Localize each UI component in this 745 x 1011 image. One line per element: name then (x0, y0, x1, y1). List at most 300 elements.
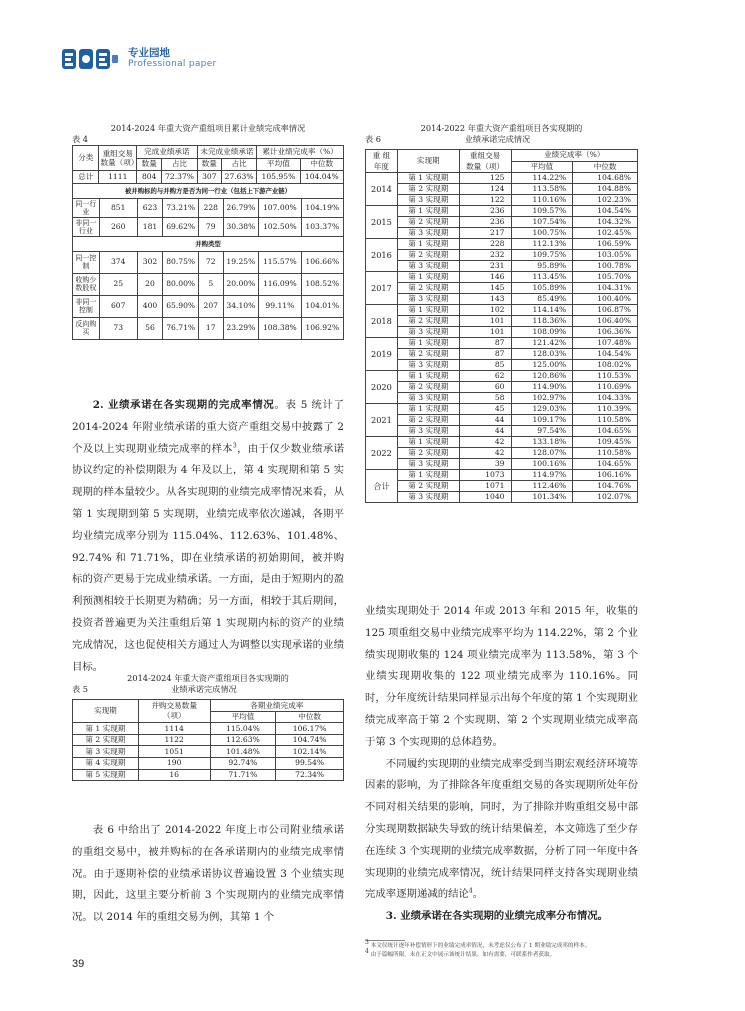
table6-title-2: 业绩承诺完成情况 (464, 134, 531, 144)
table-row (366, 261, 638, 272)
cell: 69.62% (163, 217, 199, 236)
cell: 101.48% (210, 746, 276, 758)
cell: 103.05% (573, 250, 638, 261)
cell: 23.29% (223, 317, 259, 339)
table-row (366, 437, 638, 448)
table5-title-2: 业绩承诺完成情况 (171, 684, 237, 694)
cell: 104.54% (573, 206, 638, 217)
cell: 27.63% (221, 171, 256, 184)
cell: 104.32% (573, 217, 638, 228)
th-year: 重 组 (372, 151, 391, 160)
footnote-ref: 3 (232, 442, 237, 450)
cell: 73.21% (163, 198, 199, 217)
cell: 72.34% (276, 769, 344, 781)
cell: 58 (459, 393, 511, 404)
th-period: 实现期 (397, 150, 459, 173)
cell: 114.14% (511, 305, 573, 316)
th-count: 并购交易数量 (151, 701, 197, 711)
table6-body (366, 173, 638, 503)
footnote-text: 本文仅统计逐年补偿情形下的业绩完成率情况，未考虑仅公布了 1 期业绩完成率的样本。 (370, 943, 591, 949)
cell: 102.23% (573, 195, 638, 206)
table5-title: 2014-2024 年重大资产重组项目各实现期的 (127, 673, 289, 683)
cell: 72 (199, 251, 224, 273)
cell: 34.10% (223, 295, 259, 317)
cell: 39 (459, 459, 511, 470)
table-row (73, 273, 344, 295)
cell: 第 2 实现期 (397, 283, 459, 294)
cell: 85 (459, 360, 511, 371)
cell: 129.03% (511, 404, 573, 415)
cell: 92.74% (210, 757, 276, 769)
cell: 102 (459, 305, 511, 316)
cell: 17 (199, 317, 224, 339)
table-row (366, 305, 638, 316)
cell: 128.07% (511, 448, 573, 459)
cell: 19.25% (223, 251, 259, 273)
cell: 62 (459, 371, 511, 382)
cell: 133.18% (511, 437, 573, 448)
cell: 72.37% (162, 171, 197, 184)
table-row (366, 492, 638, 503)
paragraph-text: 。表 5 统计了 2014-2024 年附业绩承诺的重大资产重组交易中披露了 2 个及以上实现期业绩完成率的样本 (72, 399, 344, 455)
footnote (365, 948, 655, 960)
cell: 104.31% (573, 283, 638, 294)
cell: 79 (199, 217, 224, 236)
cell: 100.78% (573, 261, 638, 272)
cell: 121.42% (511, 338, 573, 349)
cell: 106.40% (573, 316, 638, 327)
th-median: 中位数 (300, 158, 343, 171)
cell: 99.54% (276, 757, 344, 769)
table-row (366, 173, 638, 184)
cell: 101 (459, 327, 511, 338)
th-year-2: 年度 (373, 162, 390, 171)
cell: 95.89% (511, 261, 573, 272)
cell: 110.58% (573, 415, 638, 426)
cell: 302 (137, 251, 163, 273)
cell: 623 (137, 198, 163, 217)
cell: 第 2 实现期 (73, 734, 139, 746)
th-rate: 各期业绩完成率 (210, 700, 343, 712)
th-avg: 平均值 (511, 161, 573, 173)
year-cell: 2018 (366, 305, 398, 338)
table-row (366, 426, 638, 437)
th-num: 数量 (137, 158, 162, 171)
cell: 第 1 实现期 (397, 173, 459, 184)
cell: 114.22% (511, 173, 573, 184)
cell: 105.89% (511, 283, 573, 294)
cell: 102.14% (276, 746, 344, 758)
table-row (366, 448, 638, 459)
th-median: 中位数 (573, 161, 638, 173)
cell: 145 (459, 283, 511, 294)
cell: 87 (459, 349, 511, 360)
table-row (366, 316, 638, 327)
cell: 73 (99, 317, 137, 339)
cell: 104.76% (573, 481, 638, 492)
paragraph: 表 6 中给出了 2014-2022 年度上市公司附业绩承诺的重组交易中，被并购标的在各承诺期内的业绩完成率情况。由于逐期补偿的业绩承诺协议普遍设置 3 个业绩实现期，因此，这里主要分析前 3 个实现期内的业绩完成率情况。以 2014 年的重组交易为例，其第 1 个 (72, 824, 344, 924)
cell: 104.88% (573, 184, 638, 195)
cell: 102.97% (511, 393, 573, 404)
table-row (366, 371, 638, 382)
cell: 20.00% (223, 273, 259, 295)
cell: 第 1 实现期 (397, 305, 459, 316)
cell: 第 1 实现期 (73, 723, 139, 735)
cell: 106.16% (573, 470, 638, 481)
page-header (60, 44, 217, 74)
cell: 114.97% (511, 470, 573, 481)
cell: 第 2 实现期 (397, 382, 459, 393)
table-row (366, 195, 638, 206)
table-row (366, 459, 638, 470)
table-row (73, 251, 344, 273)
cell: 105.70% (573, 272, 638, 283)
cell: 118.36% (511, 316, 573, 327)
table4-section-type: 并购类型 (72, 237, 344, 251)
cell: 106.92% (301, 317, 343, 339)
cell: 114.90% (511, 382, 573, 393)
table-row (366, 294, 638, 305)
paragraph-heading: 3. 业绩承诺在各实现期的业绩完成率分布情况。 (385, 910, 609, 923)
table-row (366, 349, 638, 360)
cell: 107.00% (259, 198, 301, 217)
cell: 400 (137, 295, 163, 317)
cell: 113.45% (511, 272, 573, 283)
paragraph-text: 不同履约实现期的业绩完成率受到当期宏观经济环境等因素的影响，为了排除各年度重组交易的各实现期所处年份不同对相关结果的影响，同时，为了排除并购重组交易中部分实现期数据缺失导致的统计结果偏差，本文筛选了至少存在连续 3 个实现期的业绩完成率数据，分析了同一年度中各实现期的业绩完成率情况，统计结果同样支持各实现期业绩完成率逐期递减的结论 (365, 757, 638, 901)
cell: 101.34% (511, 492, 573, 503)
left-column (72, 123, 344, 340)
cell: 101 (459, 316, 511, 327)
cell: 106.17% (276, 723, 344, 735)
cell: 26.79% (223, 198, 259, 217)
table-row (73, 769, 344, 781)
cell: 5 (199, 273, 224, 295)
cell: 120.86% (511, 371, 573, 382)
th-period: 实现期 (73, 700, 139, 723)
footnote-ref: 4 (468, 887, 473, 895)
cell: 104.65% (573, 459, 638, 470)
cell: 102.45% (573, 228, 638, 239)
table-row (73, 317, 344, 339)
cell: 第 1 实现期 (397, 239, 459, 250)
cell: 反向购买 (73, 317, 100, 339)
cell: 45 (459, 404, 511, 415)
year-cell: 2020 (366, 371, 398, 404)
cell: 1051 (138, 746, 210, 758)
cell: 109.17% (511, 415, 573, 426)
table-row (73, 734, 344, 746)
cell: 100.16% (511, 459, 573, 470)
table5 (72, 699, 344, 781)
cell: 80.00% (163, 273, 199, 295)
cell: 104.19% (301, 198, 343, 217)
table6-number: 表 6 (365, 134, 381, 144)
cell: 104.65% (573, 426, 638, 437)
year-cell: 2021 (366, 404, 398, 437)
table-row (366, 360, 638, 371)
table-row (73, 198, 344, 217)
th-category: 分类 (73, 146, 99, 171)
table4-industry (72, 198, 344, 237)
cell: 25 (99, 273, 137, 295)
cell: 第 2 实现期 (397, 184, 459, 195)
cell: 236 (459, 217, 511, 228)
cell: 第 3 实现期 (397, 360, 459, 371)
cell: 第 2 实现期 (397, 481, 459, 492)
cell: 143 (459, 294, 511, 305)
cell: 804 (137, 171, 162, 184)
th-completed: 完成业绩承诺 (137, 146, 198, 159)
th-count: 重组交易 (469, 151, 501, 160)
table-row (366, 382, 638, 393)
year-cell: 2017 (366, 272, 398, 305)
th-median: 中位数 (276, 711, 344, 723)
cell: 1040 (459, 492, 511, 503)
year-cell: 合计 (366, 470, 398, 503)
cell: 105.95% (257, 171, 300, 184)
cell: 115.04% (210, 723, 276, 735)
left-body-2 (72, 820, 344, 929)
cell: 第 2 实现期 (397, 349, 459, 360)
cell: 第 3 实现期 (397, 261, 459, 272)
th-share: 占比 (162, 158, 197, 171)
th-rate: 业绩完成率（%） (511, 150, 637, 162)
cell: 87 (459, 338, 511, 349)
footnote-mark: 4 (365, 948, 369, 956)
table-row (73, 746, 344, 758)
cell: 104.01% (301, 295, 343, 317)
cell: 收购少数股权 (73, 273, 100, 295)
table5-number: 表 5 (72, 684, 88, 694)
page-number: 39 (72, 958, 85, 970)
cell: 同一行业 (73, 198, 100, 217)
paragraph: 业绩实现期处于 2014 年或 2013 年和 2015 年，收集的 125 项重组交易中业绩完成率平均为 114.22%，第 2 个业绩实现期收集的 124 项业绩完成率为 113.58%，第 3 个业绩实现期收集的 122 项业绩完成率为 110.16%。同时，分年度统计结果同样显示出每个年度的第 1 个实现期业绩完成率高于第 2 个实现期、第 2 个实现期业绩完成率高于第 3 个实现期的总体趋势。 (365, 605, 638, 748)
cell: 228 (199, 198, 224, 217)
cell: 42 (459, 448, 511, 459)
header-title-cn: 专业园地 (128, 47, 170, 60)
cell: 106.66% (301, 251, 343, 273)
cell: 第 3 实现期 (397, 393, 459, 404)
th-count-2: 数量（项） (466, 162, 505, 171)
year-cell: 2014 (366, 173, 398, 206)
cell: 第 1 实现期 (397, 437, 459, 448)
table4-section-industry: 被并购标的与并购方是否为同一行业（包括上下游产业链） (72, 184, 344, 198)
table-row (366, 228, 638, 239)
cell: 228 (459, 239, 511, 250)
th-avg: 平均值 (257, 158, 300, 171)
table-row (366, 470, 638, 481)
cell: 181 (137, 217, 163, 236)
cell: 非同一控制 (73, 295, 100, 317)
table4 (72, 145, 344, 184)
table-row (366, 239, 638, 250)
right-body (365, 601, 638, 928)
cell: 第 2 实现期 (397, 316, 459, 327)
th-count: 重组交易数量（项） (99, 146, 137, 171)
cell: 第 2 实现期 (397, 415, 459, 426)
cell: 第 4 实现期 (73, 757, 139, 769)
table-row (366, 184, 638, 195)
cell: 76.71% (163, 317, 199, 339)
table5-block (72, 673, 344, 781)
cell: 125.00% (511, 360, 573, 371)
cell: 102.07% (573, 492, 638, 503)
cell: 103.37% (301, 217, 343, 236)
th-num: 数量 (197, 158, 221, 171)
paragraph (72, 395, 344, 678)
cell: 236 (459, 206, 511, 217)
cell: 106.87% (573, 305, 638, 316)
cell: 1111 (99, 171, 137, 184)
cell: 108.02% (573, 360, 638, 371)
cell: 116.09% (259, 273, 301, 295)
cell: 104.68% (573, 173, 638, 184)
cell: 85.49% (511, 294, 573, 305)
cell: 1122 (138, 734, 210, 746)
cell: 第 5 实现期 (73, 769, 139, 781)
cell: 第 3 实现期 (397, 195, 459, 206)
th-count-unit: （项） (162, 711, 186, 721)
footnote-mark: 3 (365, 939, 369, 947)
year-cell: 2016 (366, 239, 398, 272)
cell: 110.53% (573, 371, 638, 382)
cell: 16 (138, 769, 210, 781)
table-row (366, 415, 638, 426)
cell: 第 3 实现期 (397, 294, 459, 305)
cell: 第 2 实现期 (397, 217, 459, 228)
table-row (366, 206, 638, 217)
cell: 102.50% (259, 217, 301, 236)
cell: 第 1 实现期 (397, 404, 459, 415)
cell: 108.52% (301, 273, 343, 295)
cell: 307 (197, 171, 221, 184)
cell: 122 (459, 195, 511, 206)
year-cell: 2019 (366, 338, 398, 371)
cell: 190 (138, 757, 210, 769)
footnote (365, 939, 655, 951)
table-row (366, 327, 638, 338)
table-row (366, 283, 638, 294)
cell: 71.71% (210, 769, 276, 781)
cell: 44 (459, 415, 511, 426)
cell: 20 (137, 273, 163, 295)
table-row (366, 338, 638, 349)
cell: 109.45% (573, 437, 638, 448)
cell: 115.57% (259, 251, 301, 273)
cell: 第 1 实现期 (397, 470, 459, 481)
table-row (73, 757, 344, 769)
table4-title: 2014-2024 年重大资产重组项目累计业绩完成率情况 (110, 123, 306, 133)
th-not-completed: 未完成业绩承诺 (197, 146, 257, 159)
table4-type (72, 251, 344, 340)
cell: 第 3 实现期 (397, 426, 459, 437)
cell: 110.69% (573, 382, 638, 393)
cell: 44 (459, 426, 511, 437)
footnote-divider (365, 940, 405, 941)
cell: 第 3 实现期 (397, 492, 459, 503)
cell: 65.90% (163, 295, 199, 317)
cell: 99.11% (259, 295, 301, 317)
cell: 1071 (459, 481, 511, 492)
paragraph (365, 754, 638, 907)
cell: 851 (99, 198, 137, 217)
cell: 100.40% (573, 294, 638, 305)
cell: 104.54% (573, 349, 638, 360)
cell: 42 (459, 437, 511, 448)
cell: 108.38% (259, 317, 301, 339)
table4-number: 表 4 (72, 134, 88, 144)
cell: 231 (459, 261, 511, 272)
cell: 第 1 实现期 (397, 272, 459, 283)
cell: 260 (99, 217, 137, 236)
cell: 108.09% (511, 327, 573, 338)
cell: 110.58% (573, 448, 638, 459)
cell: 30.38% (223, 217, 259, 236)
cell: 207 (199, 295, 224, 317)
cell: 第 2 实现期 (397, 448, 459, 459)
table6 (365, 149, 638, 503)
cell: 125 (459, 173, 511, 184)
paragraph-heading: 2. 业绩承诺在各实现期的完成率情况 (92, 399, 275, 411)
year-cell: 2022 (366, 437, 398, 470)
cell: 1073 (459, 470, 511, 481)
cell: 232 (459, 250, 511, 261)
cell: 109.75% (511, 250, 573, 261)
table6-block (365, 123, 638, 503)
cell: 第 3 实现期 (73, 746, 139, 758)
cell: 第 3 实现期 (397, 327, 459, 338)
cell: 第 1 实现期 (397, 338, 459, 349)
cell: 104.74% (276, 734, 344, 746)
cell: 217 (459, 228, 511, 239)
table-row (73, 723, 344, 735)
cell: 374 (99, 251, 137, 273)
table-row (366, 393, 638, 404)
cell: 106.36% (573, 327, 638, 338)
year-cell: 2015 (366, 206, 398, 239)
cell: 128.03% (511, 349, 573, 360)
table-row (73, 295, 344, 317)
cell: 第 1 实现期 (397, 206, 459, 217)
cell: 第 3 实现期 (397, 228, 459, 239)
table-row (73, 171, 344, 184)
cell: 第 2 实现期 (397, 250, 459, 261)
cell: 60 (459, 382, 511, 393)
cell: 97.54% (511, 426, 573, 437)
cell: 110.16% (511, 195, 573, 206)
cell: 124 (459, 184, 511, 195)
cell: 1114 (138, 723, 210, 735)
journal-logo (60, 46, 120, 72)
table-row (73, 217, 344, 236)
cell: 104.33% (573, 393, 638, 404)
cell: 107.54% (511, 217, 573, 228)
cell: 100.75% (511, 228, 573, 239)
cell: 非同一行业 (73, 217, 100, 236)
cell: 第 1 实现期 (397, 371, 459, 382)
cell: 第 3 实现期 (397, 459, 459, 470)
table-row (366, 217, 638, 228)
cell: 112.63% (210, 734, 276, 746)
cell: 104.04% (300, 171, 343, 184)
cell: 607 (99, 295, 137, 317)
table-row (366, 481, 638, 492)
table6-title: 2014-2022 年重大资产重组项目各实现期的 (420, 123, 583, 133)
cell: 56 (137, 317, 163, 339)
header-title-en: Professional paper (128, 58, 217, 69)
cell: 146 (459, 272, 511, 283)
cell: 109.57% (511, 206, 573, 217)
